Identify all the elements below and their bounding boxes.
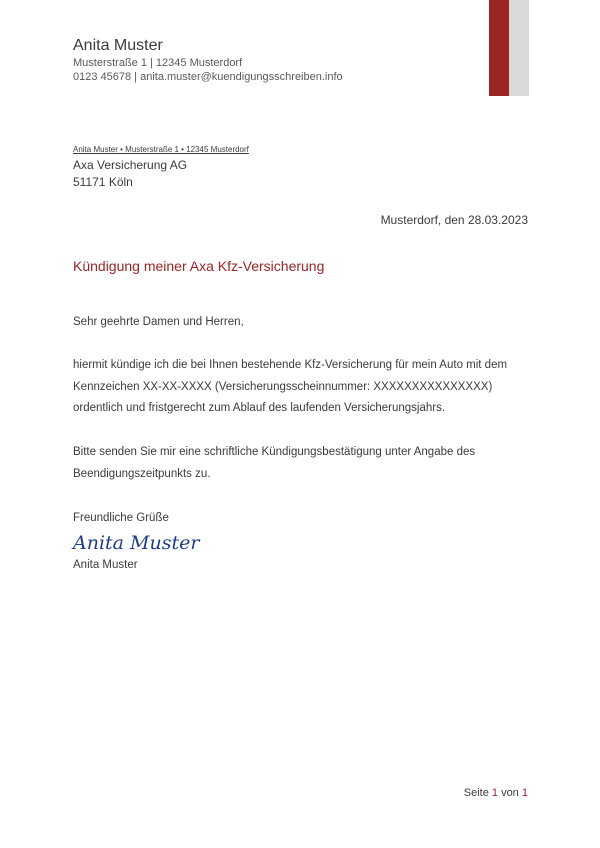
of-label: von <box>501 787 519 799</box>
sender-contact: 0123 45678 | anita.muster@kuendigungsschreiben.info <box>73 71 343 83</box>
body-paragraph-1 <box>73 355 507 420</box>
paragraph-line: Beendigungszeitpunkts zu. <box>73 467 211 480</box>
recipient-city: 51171 Köln <box>73 175 133 189</box>
paragraph-line: ordentlich und fristgerecht zum Ablauf des laufenden Versicherungsjahrs. <box>73 402 446 414</box>
page-number-footer <box>464 787 528 799</box>
return-address-line: Anita Muster • Musterstraße 1 • 12345 Musterdorf <box>73 145 249 154</box>
body-paragraph-2 <box>73 442 475 485</box>
typed-name: Anita Muster <box>73 559 138 571</box>
page-current: 1 <box>491 787 498 799</box>
recipient-company: Axa Versicherung AG <box>73 158 188 172</box>
handwritten-signature: Anita Muster <box>73 532 200 554</box>
paragraph-line: Kennzeichen XX-XX-XXXX (Versicherungsscheinnummer: XXXXXXXXXXXXXXX) <box>73 380 493 393</box>
paragraph-line: Bitte senden Sie mir eine schriftliche Kündigungsbestätigung unter Angabe des <box>73 446 476 458</box>
sender-name: Anita Muster <box>73 37 163 54</box>
sender-address: Musterstraße 1 | 12345 Musterdorf <box>73 57 243 69</box>
letter-date: Musterdorf, den 28.03.2023 <box>380 213 528 227</box>
header-accent-bar-red <box>489 0 509 96</box>
page-label: Seite <box>463 787 489 799</box>
letter-subject: Kündigung meiner Axa Kfz-Versicherung <box>73 258 325 274</box>
salutation: Sehr geehrte Damen und Herren, <box>73 316 244 328</box>
header-accent-bar-gray <box>509 0 529 96</box>
page-total: 1 <box>521 787 528 799</box>
closing-phrase: Freundliche Grüße <box>73 512 169 524</box>
paragraph-line: hiermit kündige ich die bei Ihnen bestehende Kfz-Versicherung für mein Auto mit dem <box>73 359 508 371</box>
